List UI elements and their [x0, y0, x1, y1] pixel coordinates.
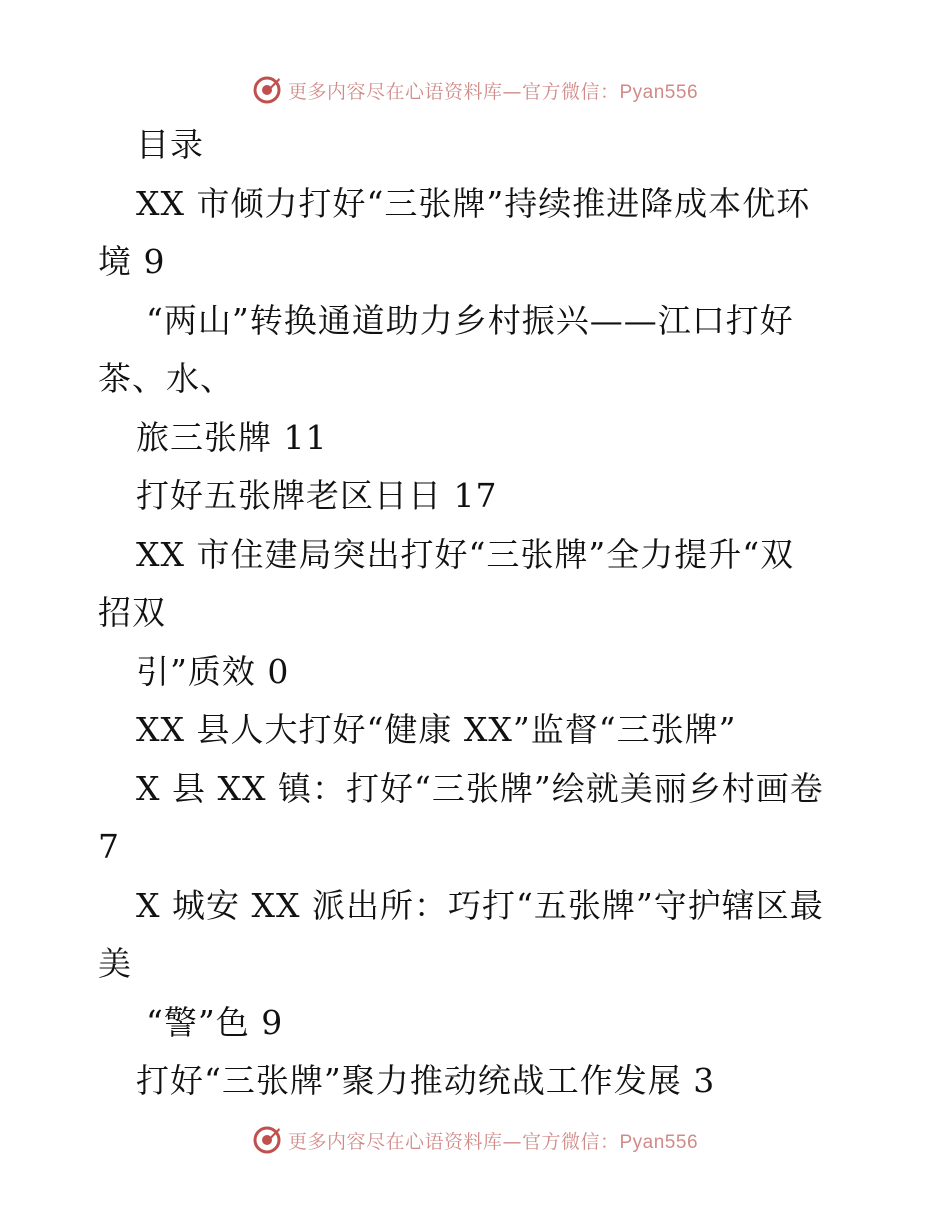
toc-title: 目录 [136, 125, 204, 164]
brush-logo-icon [252, 75, 282, 105]
toc-line: 打好五张牌老区日日 17 [136, 476, 498, 515]
toc-lines [0, 175, 950, 1111]
toc-line: “两山”转换通道助力乡村振兴——江口打好 [146, 300, 794, 340]
banner-dash: — [502, 80, 522, 103]
header-banner [0, 70, 950, 110]
toc-line: 境 9 [98, 242, 166, 281]
table-of-contents [0, 116, 950, 1111]
banner-wechat-id: Pyan556 [619, 1131, 699, 1153]
toc-line: 美 [98, 944, 132, 983]
toc-line: X 县 XX 镇：打好“三张牌”绘就美丽乡村画卷 [136, 768, 824, 808]
brush-logo-icon [252, 1125, 282, 1155]
banner-wechat-label: 官方微信： [521, 1130, 620, 1153]
toc-line: 招双 [98, 593, 166, 632]
toc-line: XX 县人大打好“健康 XX”监督“三张牌” [136, 710, 737, 749]
toc-line: XX 市倾力打好“三张牌”持续推进降成本优环 [136, 183, 811, 223]
toc-line: 7 [98, 827, 120, 866]
toc-line: “警”色 9 [146, 1002, 284, 1042]
banner-text [288, 77, 698, 104]
toc-line: X 城安 XX 派出所：巧打“五张牌”守护辖区最 [136, 885, 824, 925]
banner-brand: 更多内容尽在心语资料库 [287, 80, 503, 103]
toc-line: 旅三张牌 11 [136, 417, 328, 457]
toc-line: 茶、水、 [98, 359, 234, 398]
banner-dash: — [502, 1130, 522, 1153]
toc-line: 打好“三张牌”聚力推动统战工作发展 3 [136, 1061, 716, 1100]
banner-text [288, 1127, 698, 1154]
footer-banner [0, 1120, 950, 1160]
banner-wechat-id: Pyan556 [619, 81, 699, 103]
banner-wechat-label: 官方微信： [521, 80, 620, 103]
toc-line: XX 市住建局突出打好“三张牌”全力提升“双 [136, 534, 795, 574]
banner-brand: 更多内容尽在心语资料库 [287, 1130, 503, 1153]
toc-line: 引”质效 0 [136, 651, 290, 691]
